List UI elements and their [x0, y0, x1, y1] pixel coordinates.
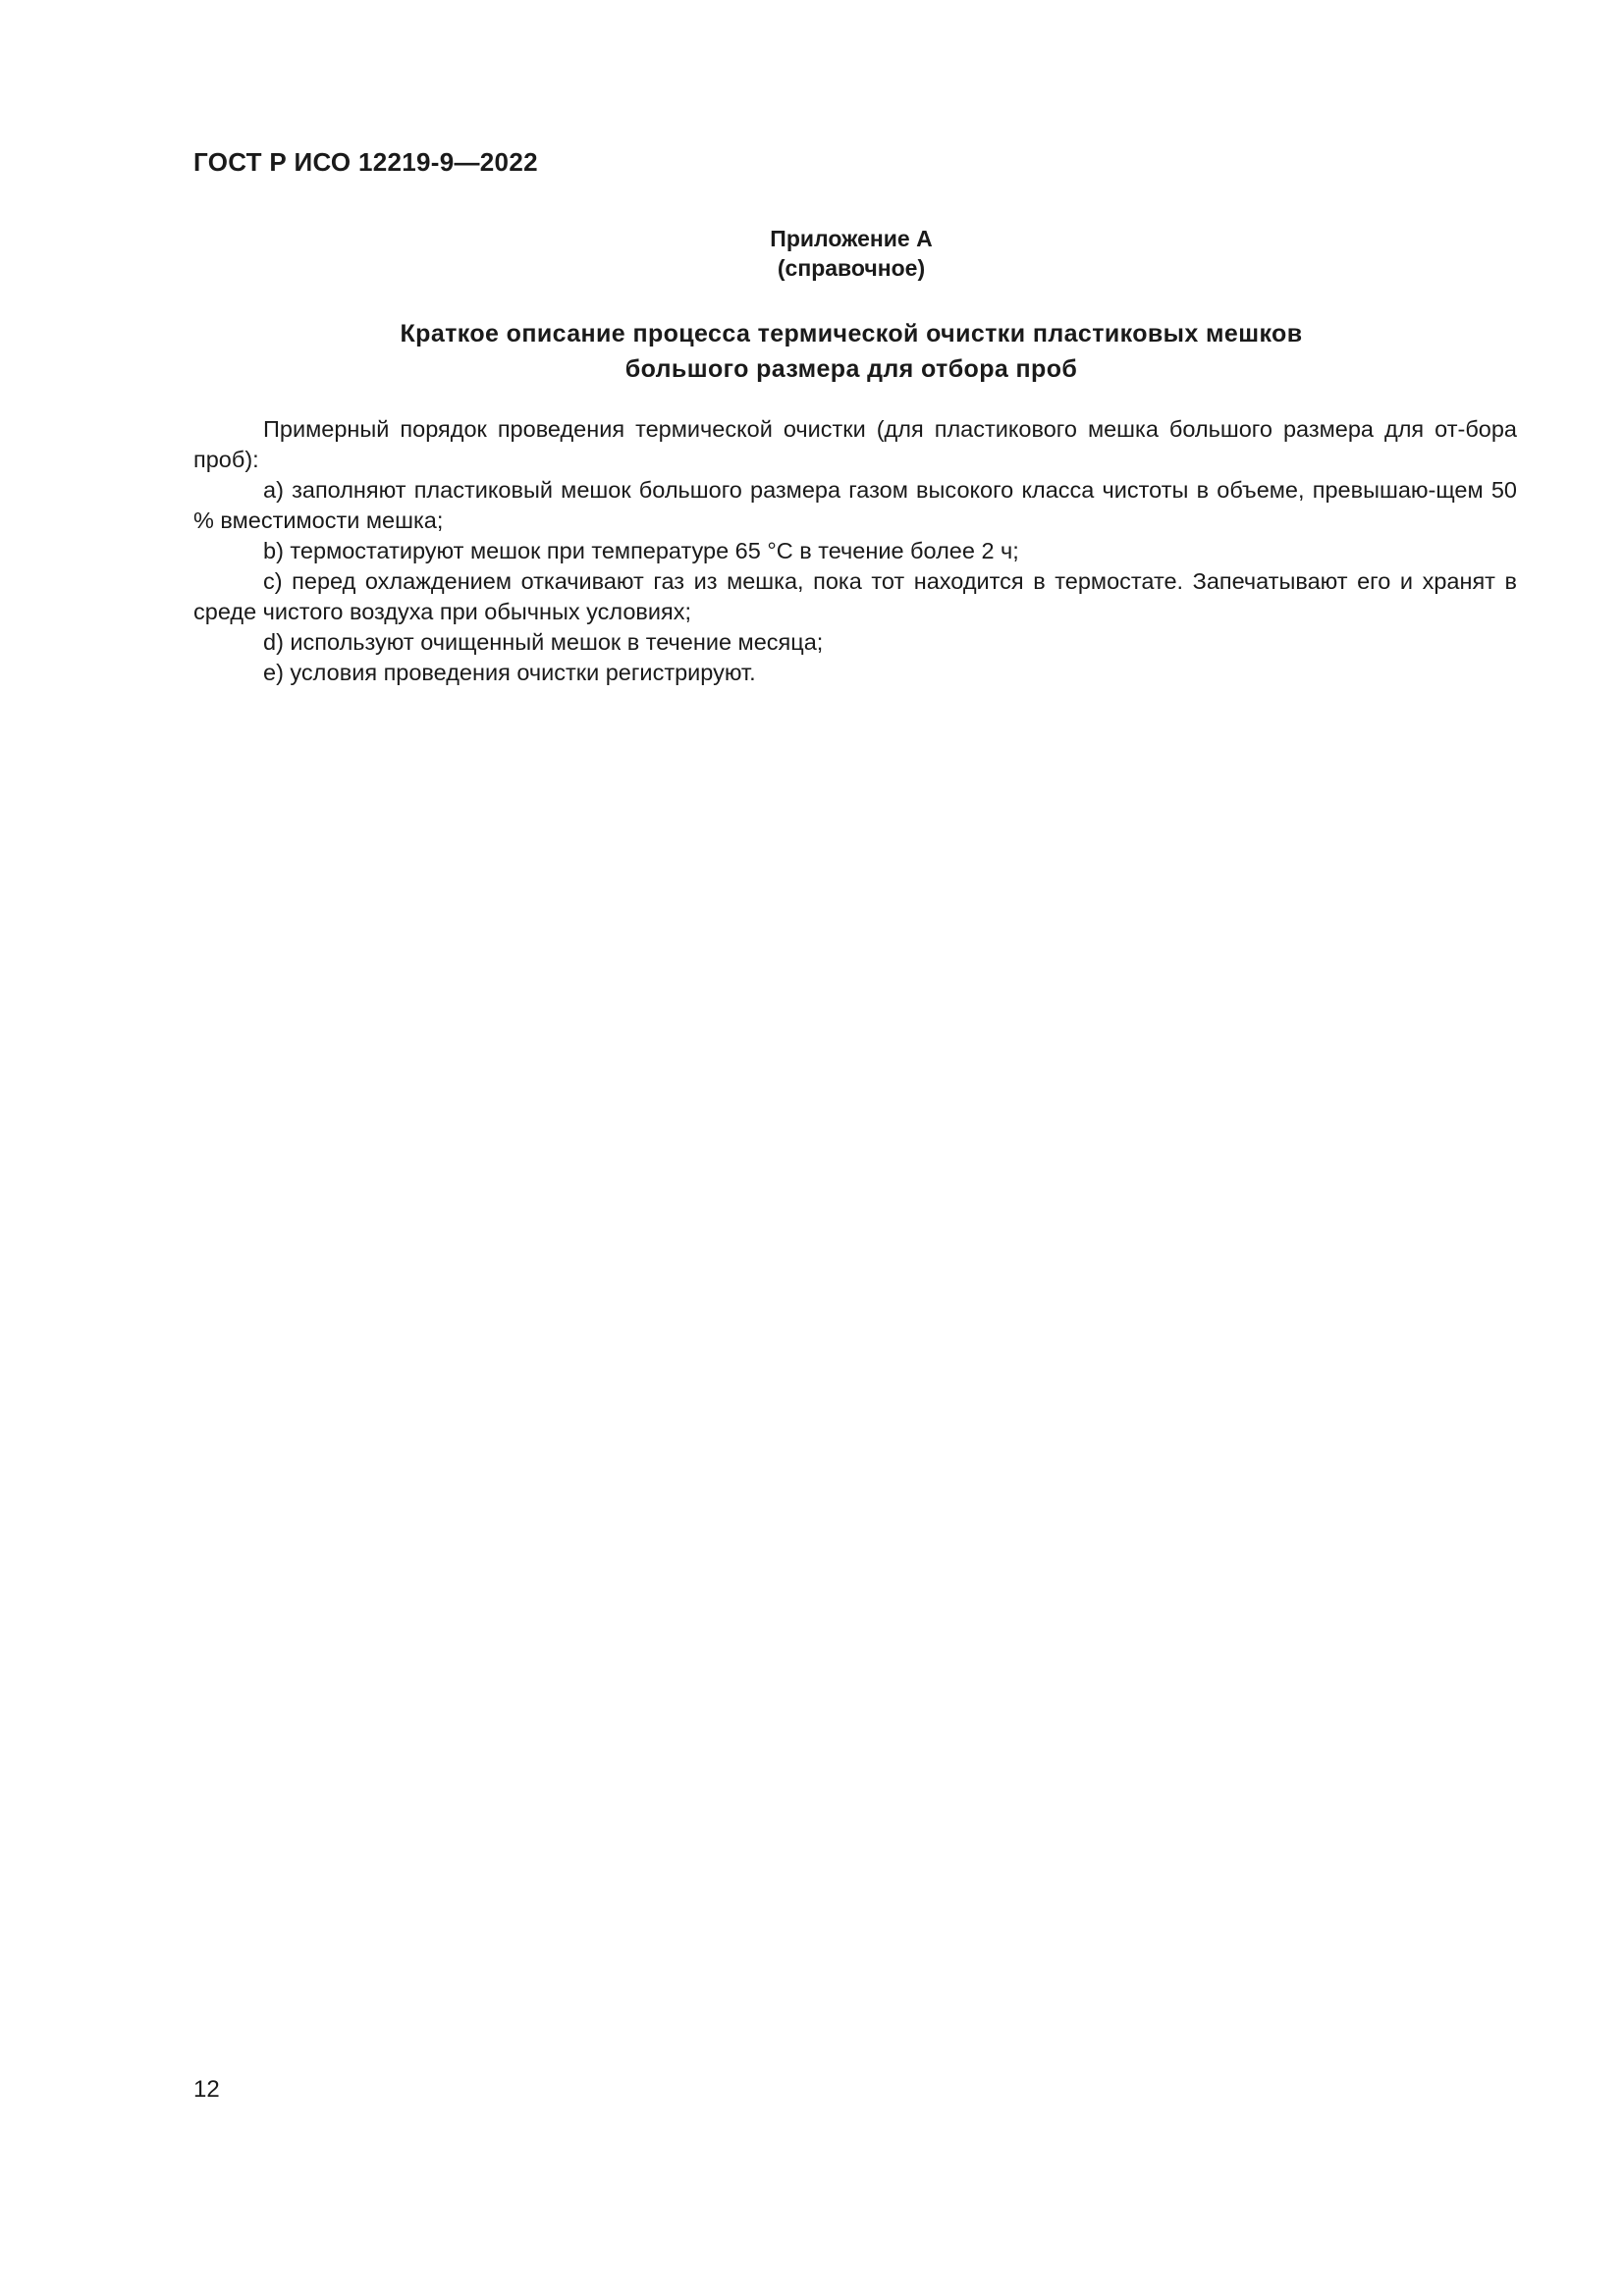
page-number: 12	[193, 2076, 220, 2103]
list-item-e: e) условия проведения очистки регистрируют.	[263, 660, 756, 685]
list-item-d: d) используют очищенный мешок в течение месяца;	[263, 629, 824, 655]
standard-number: ГОСТ Р ИСО 12219-9—2022	[193, 147, 538, 177]
list-item-a: a) заполняют пластиковый мешок большого размера газом высокого класса чистоты в объеме, превышаю-щем 50 % вместимости мешка;	[193, 477, 1517, 533]
annex-heading	[0, 224, 1624, 283]
list-item-b: b) термостатируют мешок при температуре 65 °С в течение более 2 ч;	[263, 538, 1019, 563]
annex-label: Приложение А	[770, 226, 933, 251]
body-text	[193, 414, 1517, 688]
list-item-c: c) перед охлаждением откачивают газ из мешка, пока тот находится в термостате. Запечатывают его и хранят в среде чистого воздуха при обычных условиях;	[193, 568, 1517, 624]
annex-type: (справочное)	[777, 255, 926, 281]
intro-paragraph: Примерный порядок проведения термической очистки (для пластикового мешка большого размера для от-бора проб):	[193, 416, 1517, 472]
annex-title	[0, 316, 1624, 387]
annex-title-line-1: Краткое описание процесса термической очистки пластиковых мешков	[400, 320, 1303, 347]
annex-title-line-2: большого размера для отбора проб	[624, 355, 1078, 383]
